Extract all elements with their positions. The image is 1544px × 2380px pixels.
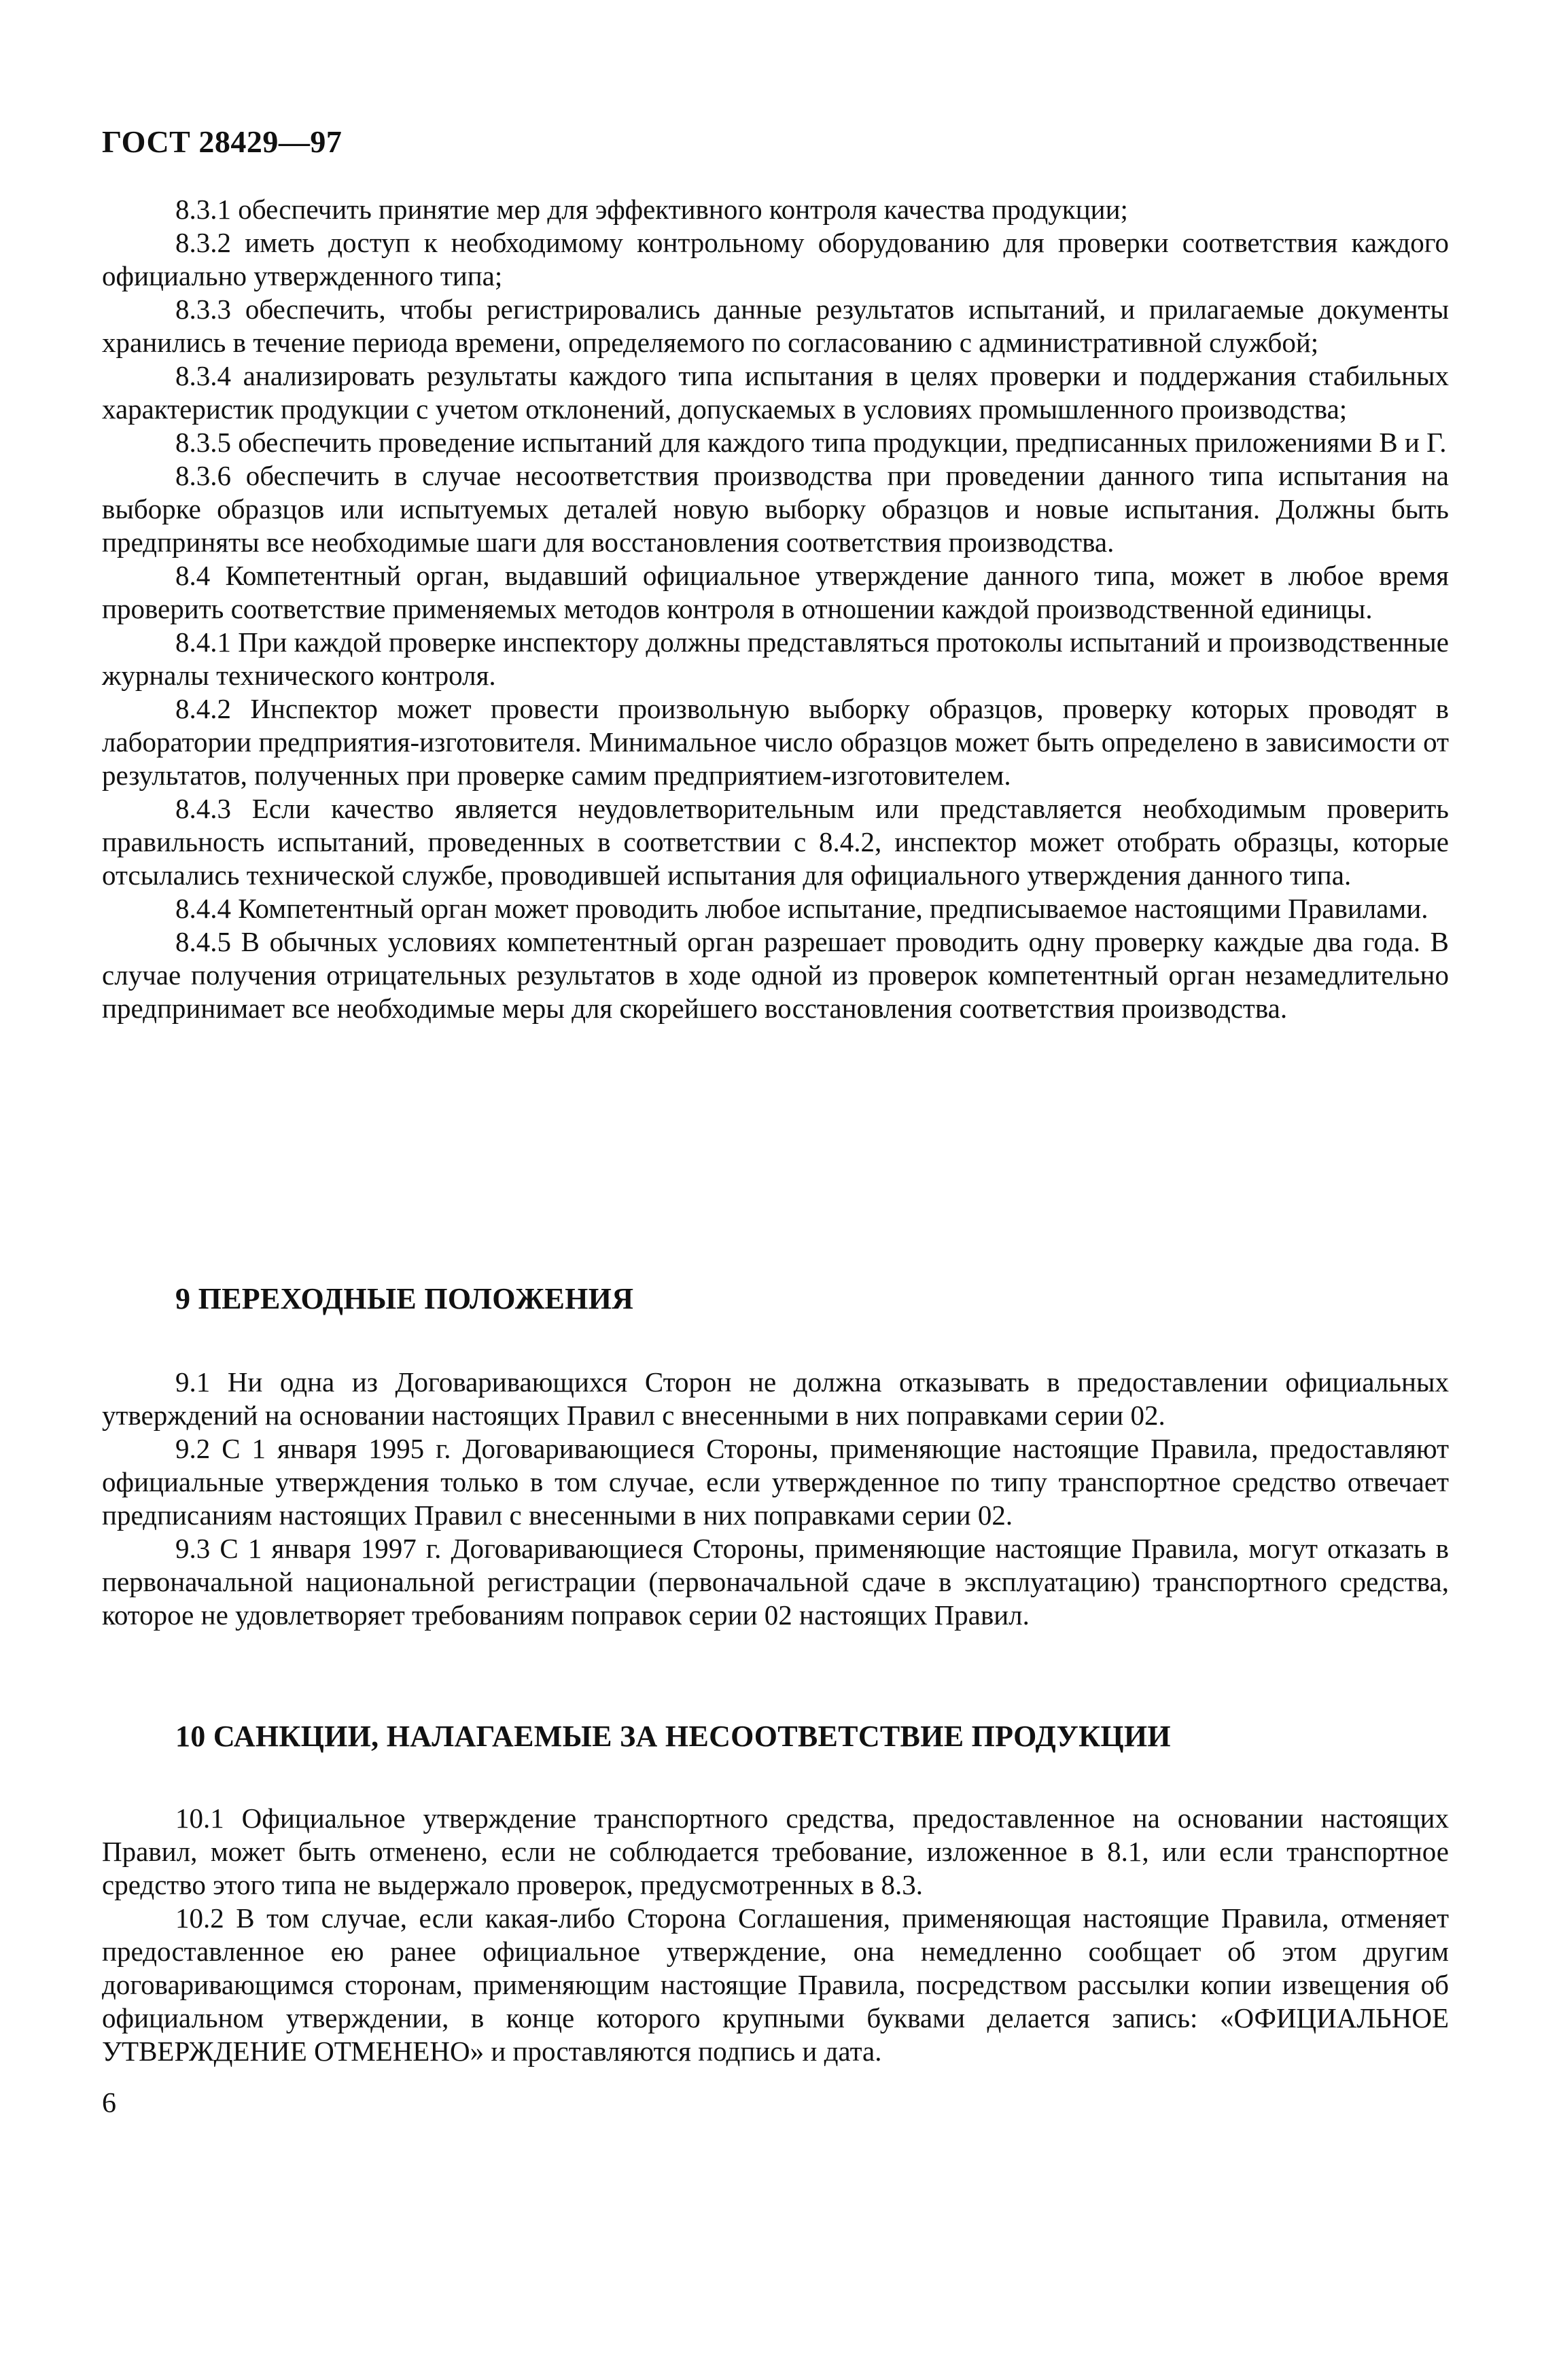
paragraph-8-4-3: 8.4.3 Если качество является неудовлетворительным или представляется необходимым проверить правильность испытаний, проведенных в соответствии с 8.4.2, инспектор может отобрать образцы, которые отсылались технической службе, проводившей испытания для официального утверждения данного типа. — [102, 793, 1449, 891]
standard-code-header: ГОСТ 28429—97 — [102, 124, 343, 159]
paragraph-8-4: 8.4 Компетентный орган, выдавший официальное утверждение данного типа, может в любое время проверить соответствие применяемых методов контроля в отношении каждой производственной единицы. — [102, 560, 1449, 624]
paragraph-8-4-4: 8.4.4 Компетентный орган может проводить любое испытание, предписываемое настоящими Правилами. — [175, 893, 1428, 924]
paragraph-9-3: 9.3 С 1 января 1997 г. Договаривающиеся Стороны, применяющие настоящие Правила, могут отказать в первоначальной национальной регистрации (первоначальной сдаче в эксплуатацию) транспортного средства, которое не удовлетворяет требованиям поправок серии 02 настоящих Правил. — [102, 1533, 1449, 1631]
paragraph-8-4-2: 8.4.2 Инспектор может провести произвольную выборку образцов, проверку которых проводят в лаборатории предприятия-изготовителя. Минимальное число образцов может быть определено в зависимости от результатов, полученных при проверке самим предприятием-изготовителем. — [102, 693, 1449, 791]
paragraph-8-4-1: 8.4.1 При каждой проверке инспектору должны представляться протоколы испытаний и производственные журналы технического контроля. — [102, 626, 1449, 691]
paragraph-9-2: 9.2 С 1 января 1995 г. Договаривающиеся Стороны, применяющие настоящие Правила, предоставляют официальные утверждения только в том случае, если утвержденное по типу транспортное средство отвечает предписаниям настоящих Правил с внесенными в них поправками серии 02. — [102, 1433, 1449, 1531]
paragraph-8-3-6: 8.3.6 обеспечить в случае несоответствия производства при проведении данного типа испытания на выборке образцов или испытуемых деталей новую выборку образцов и новые испытания. Должны быть предприняты все необходимые шаги для восстановления соответствия производства. — [102, 460, 1449, 558]
paragraph-8-3-3: 8.3.3 обеспечить, чтобы регистрировались данные результатов испытаний, и прилагаемые документы хранились в течение периода времени, определяемого по согласованию с административной службой; — [102, 294, 1449, 358]
paragraph-8-3-5: 8.3.5 обеспечить проведение испытаний для каждого типа продукции, предписанных приложениями В и Г. — [175, 427, 1447, 458]
section-9-body — [102, 1366, 1449, 1632]
paragraph-10-1: 10.1 Официальное утверждение транспортного средства, предоставленное на основании настоящих Правил, может быть отменено, если не соблюдается требование, изложенное в 8.1, или если транспортное средство этого типа не выдержало проверок, предусмотренных в 8.3. — [102, 1802, 1449, 1900]
page-number: 6 — [102, 2088, 116, 2119]
paragraph-8-3-2: 8.3.2 иметь доступ к необходимому контрольному оборудованию для проверки соответствия каждого официально утвержденного типа; — [102, 227, 1449, 291]
paragraph-8-4-5: 8.4.5 В обычных условиях компетентный орган разрешает проводить одну проверку каждые два года. В случае получения отрицательных результатов в ходе одной из проверок компетентный орган незамедлительно предпринимает все необходимые меры для скорейшего восстановления соответствия производства. — [102, 926, 1449, 1024]
paragraph-10-2: 10.2 В том случае, если какая-либо Сторона Соглашения, применяющая настоящие Правила, отменяет предоставленное ею ранее официальное утверждение, она немедленно сообщает об этом другим договаривающимся сторонам, применяющим настоящие Правила, посредством рассылки копии извещения об официальном утверждении, в конце которого крупными буквами делается запись: «ОФИЦИАЛЬНОЕ УТВЕРЖДЕНИЕ ОТМЕНЕНО» и проставляются подпись и дата. — [102, 1902, 1449, 2067]
paragraph-8-3-4: 8.3.4 анализировать результаты каждого типа испытания в целях проверки и поддержания стабильных характеристик продукции с учетом отклонений, допускаемых в условиях промышленного производства; — [102, 360, 1449, 425]
section-8-continued — [102, 193, 1449, 1025]
section-10-title: 10 САНКЦИИ, НАЛАГАЕМЫЕ ЗА НЕСООТВЕТСТВИЕ ПРОДУКЦИИ — [175, 1720, 1171, 1753]
paragraph-9-1: 9.1 Ни одна из Договаривающихся Сторон не должна отказывать в предоставлении официальных утверждений на основании настоящих Правил с внесенными в них поправками серии 02. — [102, 1366, 1449, 1431]
section-10-body — [102, 1802, 1449, 2068]
paragraph-8-3-1: 8.3.1 обеспечить принятие мер для эффективного контроля качества продукции; — [175, 194, 1128, 225]
section-9-title: 9 ПЕРЕХОДНЫЕ ПОЛОЖЕНИЯ — [175, 1282, 634, 1315]
